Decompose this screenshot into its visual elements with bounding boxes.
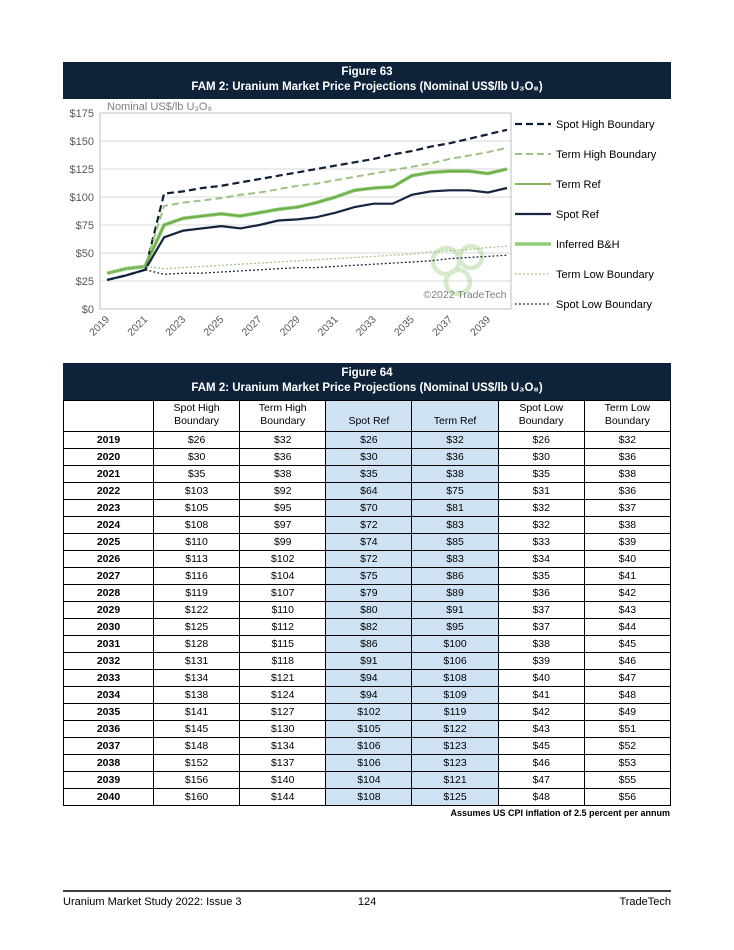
value-cell: $38 bbox=[584, 466, 670, 483]
value-cell: $45 bbox=[498, 738, 584, 755]
value-cell: $70 bbox=[326, 500, 412, 517]
column-header: Spot High Boundary bbox=[154, 400, 240, 431]
value-cell: $107 bbox=[240, 585, 326, 602]
year-cell: 2024 bbox=[64, 517, 154, 534]
x-tick-label: 2027 bbox=[239, 313, 265, 339]
year-cell: 2025 bbox=[64, 534, 154, 551]
copyright-watermark: ©2022 TradeTech bbox=[423, 289, 507, 301]
price-projection-table bbox=[63, 400, 671, 806]
value-cell: $30 bbox=[498, 449, 584, 466]
value-cell: $108 bbox=[326, 789, 412, 806]
value-cell: $115 bbox=[240, 636, 326, 653]
table-row bbox=[64, 789, 671, 806]
x-tick-label: 2033 bbox=[353, 313, 379, 339]
table-row bbox=[64, 483, 671, 500]
table-row bbox=[64, 432, 671, 449]
value-cell: $100 bbox=[412, 636, 498, 653]
value-cell: $110 bbox=[154, 534, 240, 551]
legend-label: Spot Ref bbox=[556, 209, 599, 221]
y-tick-label: $75 bbox=[75, 220, 94, 232]
value-cell: $42 bbox=[584, 585, 670, 602]
legend-item bbox=[515, 269, 654, 281]
value-cell: $138 bbox=[154, 687, 240, 704]
value-cell: $134 bbox=[240, 738, 326, 755]
value-cell: $124 bbox=[240, 687, 326, 704]
y-tick-label: $100 bbox=[69, 192, 94, 204]
value-cell: $109 bbox=[412, 687, 498, 704]
value-cell: $81 bbox=[412, 500, 498, 517]
value-cell: $41 bbox=[584, 568, 670, 585]
value-cell: $86 bbox=[412, 568, 498, 585]
footer-brand: TradeTech bbox=[619, 896, 672, 908]
value-cell: $134 bbox=[154, 670, 240, 687]
value-cell: $72 bbox=[326, 517, 412, 534]
legend-item bbox=[515, 149, 657, 161]
value-cell: $47 bbox=[498, 772, 584, 789]
value-cell: $33 bbox=[498, 534, 584, 551]
value-cell: $122 bbox=[154, 602, 240, 619]
value-cell: $39 bbox=[584, 534, 670, 551]
value-cell: $106 bbox=[326, 738, 412, 755]
year-cell: 2020 bbox=[64, 449, 154, 466]
year-cell: 2036 bbox=[64, 721, 154, 738]
value-cell: $94 bbox=[326, 670, 412, 687]
year-cell: 2037 bbox=[64, 738, 154, 755]
value-cell: $110 bbox=[240, 602, 326, 619]
column-header: Term Low Boundary bbox=[584, 400, 670, 431]
figure64-header bbox=[63, 363, 671, 400]
table-row bbox=[64, 687, 671, 704]
y-tick-label: $0 bbox=[81, 304, 94, 316]
figure64-title: FAM 2: Uranium Market Price Projections (Nominal US$/lb U₃O₈) bbox=[191, 381, 543, 394]
value-cell: $125 bbox=[412, 789, 498, 806]
year-cell: 2030 bbox=[64, 619, 154, 636]
table-header-row bbox=[64, 400, 671, 431]
value-cell: $97 bbox=[240, 517, 326, 534]
figure64-label: Figure 64 bbox=[341, 367, 393, 379]
legend-item bbox=[515, 239, 620, 251]
value-cell: $48 bbox=[498, 789, 584, 806]
x-tick-label: 2023 bbox=[163, 313, 189, 339]
table-row bbox=[64, 772, 671, 789]
table-row bbox=[64, 755, 671, 772]
value-cell: $95 bbox=[240, 500, 326, 517]
value-cell: $144 bbox=[240, 789, 326, 806]
value-cell: $106 bbox=[412, 653, 498, 670]
value-cell: $45 bbox=[584, 636, 670, 653]
value-cell: $79 bbox=[326, 585, 412, 602]
table-row bbox=[64, 500, 671, 517]
value-cell: $35 bbox=[498, 568, 584, 585]
x-tick-label: 2031 bbox=[315, 313, 341, 339]
value-cell: $102 bbox=[240, 551, 326, 568]
year-cell: 2034 bbox=[64, 687, 154, 704]
value-cell: $48 bbox=[584, 687, 670, 704]
value-cell: $105 bbox=[326, 721, 412, 738]
value-cell: $106 bbox=[326, 755, 412, 772]
value-cell: $127 bbox=[240, 704, 326, 721]
value-cell: $51 bbox=[584, 721, 670, 738]
legend-label: Spot High Boundary bbox=[556, 119, 655, 131]
value-cell: $140 bbox=[240, 772, 326, 789]
value-cell: $34 bbox=[498, 551, 584, 568]
value-cell: $91 bbox=[412, 602, 498, 619]
value-cell: $35 bbox=[498, 466, 584, 483]
table-row bbox=[64, 449, 671, 466]
legend-label: Term Ref bbox=[556, 179, 601, 191]
y-tick-label: $25 bbox=[75, 276, 94, 288]
value-cell: $36 bbox=[584, 483, 670, 500]
year-cell: 2029 bbox=[64, 602, 154, 619]
column-header: Term Ref bbox=[412, 400, 498, 431]
value-cell: $53 bbox=[584, 755, 670, 772]
value-cell: $26 bbox=[498, 432, 584, 449]
value-cell: $43 bbox=[498, 721, 584, 738]
value-cell: $35 bbox=[326, 466, 412, 483]
column-header: Spot Low Boundary bbox=[498, 400, 584, 431]
value-cell: $104 bbox=[326, 772, 412, 789]
table-row bbox=[64, 738, 671, 755]
legend-item bbox=[515, 179, 602, 191]
value-cell: $160 bbox=[154, 789, 240, 806]
legend-label: Term Low Boundary bbox=[556, 269, 654, 281]
value-cell: $137 bbox=[240, 755, 326, 772]
table-row bbox=[64, 551, 671, 568]
value-cell: $119 bbox=[154, 585, 240, 602]
year-cell: 2040 bbox=[64, 789, 154, 806]
value-cell: $99 bbox=[240, 534, 326, 551]
value-cell: $113 bbox=[154, 551, 240, 568]
value-cell: $82 bbox=[326, 619, 412, 636]
value-cell: $42 bbox=[498, 704, 584, 721]
year-cell: 2019 bbox=[64, 432, 154, 449]
value-cell: $123 bbox=[412, 738, 498, 755]
value-cell: $83 bbox=[412, 551, 498, 568]
value-cell: $32 bbox=[498, 517, 584, 534]
year-cell: 2035 bbox=[64, 704, 154, 721]
value-cell: $36 bbox=[498, 585, 584, 602]
value-cell: $108 bbox=[412, 670, 498, 687]
y-tick-label: $150 bbox=[69, 136, 94, 148]
value-cell: $75 bbox=[326, 568, 412, 585]
value-cell: $118 bbox=[240, 653, 326, 670]
table-row bbox=[64, 636, 671, 653]
legend-label: Term High Boundary bbox=[556, 149, 657, 161]
value-cell: $47 bbox=[584, 670, 670, 687]
page-number: 124 bbox=[357, 896, 377, 908]
value-cell: $38 bbox=[240, 466, 326, 483]
column-header bbox=[64, 400, 154, 431]
value-cell: $131 bbox=[154, 653, 240, 670]
value-cell: $39 bbox=[498, 653, 584, 670]
value-cell: $103 bbox=[154, 483, 240, 500]
table-row bbox=[64, 568, 671, 585]
value-cell: $56 bbox=[584, 789, 670, 806]
value-cell: $112 bbox=[240, 619, 326, 636]
value-cell: $148 bbox=[154, 738, 240, 755]
x-tick-label: 2029 bbox=[277, 313, 303, 339]
value-cell: $31 bbox=[498, 483, 584, 500]
column-header: Spot Ref bbox=[326, 400, 412, 431]
table-footnote: Assumes US CPI inflation of 2.5 percent per annum bbox=[450, 808, 670, 819]
value-cell: $123 bbox=[412, 755, 498, 772]
value-cell: $86 bbox=[326, 636, 412, 653]
value-cell: $116 bbox=[154, 568, 240, 585]
year-cell: 2038 bbox=[64, 755, 154, 772]
value-cell: $130 bbox=[240, 721, 326, 738]
value-cell: $43 bbox=[584, 602, 670, 619]
value-cell: $32 bbox=[584, 432, 670, 449]
value-cell: $38 bbox=[584, 517, 670, 534]
figure63-title: FAM 2: Uranium Market Price Projections (Nominal US$/lb U₃O₈) bbox=[191, 80, 543, 93]
value-cell: $46 bbox=[584, 653, 670, 670]
year-cell: 2022 bbox=[64, 483, 154, 500]
year-cell: 2028 bbox=[64, 585, 154, 602]
value-cell: $89 bbox=[412, 585, 498, 602]
value-cell: $108 bbox=[154, 517, 240, 534]
value-cell: $32 bbox=[498, 500, 584, 517]
value-cell: $30 bbox=[154, 449, 240, 466]
year-cell: 2021 bbox=[64, 466, 154, 483]
value-cell: $102 bbox=[326, 704, 412, 721]
table-row bbox=[64, 704, 671, 721]
value-cell: $26 bbox=[326, 432, 412, 449]
table-row bbox=[64, 585, 671, 602]
legend-item bbox=[515, 209, 600, 221]
figure63-header bbox=[63, 62, 671, 99]
price-chart-svg bbox=[63, 96, 671, 364]
value-cell: $104 bbox=[240, 568, 326, 585]
value-cell: $36 bbox=[240, 449, 326, 466]
value-cell: $105 bbox=[154, 500, 240, 517]
table-row bbox=[64, 721, 671, 738]
figure63-label: Figure 63 bbox=[341, 66, 393, 78]
table-row bbox=[64, 466, 671, 483]
year-cell: 2032 bbox=[64, 653, 154, 670]
value-cell: $72 bbox=[326, 551, 412, 568]
year-cell: 2027 bbox=[64, 568, 154, 585]
value-cell: $122 bbox=[412, 721, 498, 738]
table-row bbox=[64, 619, 671, 636]
value-cell: $37 bbox=[498, 619, 584, 636]
year-cell: 2039 bbox=[64, 772, 154, 789]
value-cell: $119 bbox=[412, 704, 498, 721]
y-tick-label: $125 bbox=[69, 164, 94, 176]
value-cell: $75 bbox=[412, 483, 498, 500]
value-cell: $121 bbox=[240, 670, 326, 687]
table-row bbox=[64, 517, 671, 534]
value-cell: $85 bbox=[412, 534, 498, 551]
value-cell: $32 bbox=[240, 432, 326, 449]
value-cell: $125 bbox=[154, 619, 240, 636]
value-cell: $49 bbox=[584, 704, 670, 721]
year-cell: 2031 bbox=[64, 636, 154, 653]
value-cell: $91 bbox=[326, 653, 412, 670]
value-cell: $152 bbox=[154, 755, 240, 772]
legend-label: Inferred B&H bbox=[556, 239, 620, 251]
value-cell: $83 bbox=[412, 517, 498, 534]
x-tick-label: 2025 bbox=[201, 313, 227, 339]
x-tick-label: 2039 bbox=[468, 313, 494, 339]
value-cell: $121 bbox=[412, 772, 498, 789]
x-tick-label: 2019 bbox=[87, 313, 113, 339]
value-cell: $30 bbox=[326, 449, 412, 466]
value-cell: $95 bbox=[412, 619, 498, 636]
legend-label: Spot Low Boundary bbox=[556, 299, 653, 311]
column-header: Term High Boundary bbox=[240, 400, 326, 431]
value-cell: $37 bbox=[584, 500, 670, 517]
value-cell: $141 bbox=[154, 704, 240, 721]
value-cell: $40 bbox=[584, 551, 670, 568]
value-cell: $74 bbox=[326, 534, 412, 551]
value-cell: $55 bbox=[584, 772, 670, 789]
value-cell: $64 bbox=[326, 483, 412, 500]
value-cell: $94 bbox=[326, 687, 412, 704]
value-cell: $38 bbox=[498, 636, 584, 653]
value-cell: $145 bbox=[154, 721, 240, 738]
value-cell: $36 bbox=[412, 449, 498, 466]
y-tick-label: $50 bbox=[75, 248, 94, 260]
year-cell: 2023 bbox=[64, 500, 154, 517]
value-cell: $35 bbox=[154, 466, 240, 483]
figure64-section bbox=[63, 363, 671, 818]
value-cell: $80 bbox=[326, 602, 412, 619]
table-row bbox=[64, 653, 671, 670]
chart-axis-label: Nominal US$/lb U₃O₈ bbox=[107, 101, 213, 113]
series-line bbox=[107, 188, 507, 280]
x-tick-label: 2037 bbox=[429, 313, 455, 339]
x-tick-label: 2035 bbox=[391, 313, 417, 339]
value-cell: $128 bbox=[154, 636, 240, 653]
value-cell: $44 bbox=[584, 619, 670, 636]
page-footer bbox=[63, 890, 671, 908]
value-cell: $52 bbox=[584, 738, 670, 755]
footer-study-title: Uranium Market Study 2022: Issue 3 bbox=[63, 896, 242, 908]
value-cell: $156 bbox=[154, 772, 240, 789]
value-cell: $40 bbox=[498, 670, 584, 687]
legend-item bbox=[515, 119, 655, 131]
year-cell: 2026 bbox=[64, 551, 154, 568]
table-row bbox=[64, 602, 671, 619]
x-tick-label: 2021 bbox=[125, 313, 151, 339]
value-cell: $26 bbox=[154, 432, 240, 449]
year-cell: 2033 bbox=[64, 670, 154, 687]
y-tick-label: $175 bbox=[69, 108, 94, 120]
series-line bbox=[107, 148, 507, 274]
value-cell: $36 bbox=[584, 449, 670, 466]
value-cell: $37 bbox=[498, 602, 584, 619]
value-cell: $41 bbox=[498, 687, 584, 704]
table-row bbox=[64, 670, 671, 687]
legend-item bbox=[515, 299, 653, 311]
value-cell: $38 bbox=[412, 466, 498, 483]
value-cell: $46 bbox=[498, 755, 584, 772]
table-row bbox=[64, 534, 671, 551]
value-cell: $32 bbox=[412, 432, 498, 449]
value-cell: $92 bbox=[240, 483, 326, 500]
price-projection-chart bbox=[63, 96, 671, 364]
series-line bbox=[107, 246, 507, 273]
